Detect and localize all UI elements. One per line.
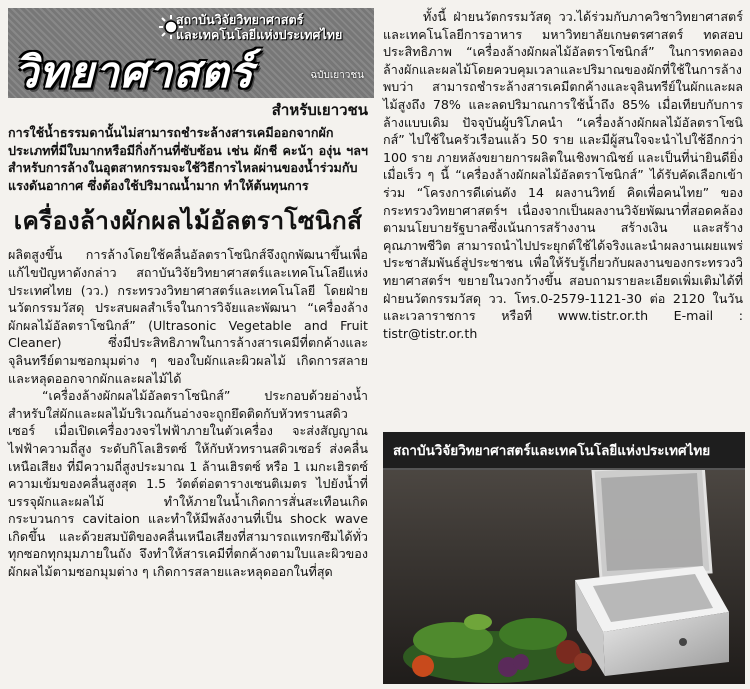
left-paragraph-2: “เครื่องล้างผักผลไม้อัลตราโซนิกส์” ประกอบด้วยอ่างน้ำสำหรับใส่ผักและผลไม้บริเวณก้นอ่างจะถูกยึดติดกับหัวทรานสดิวเซอร์ เมื่อเปิดเครื่องวงจรไฟฟ้าภายในตัวเครื่อง จะส่งสัญญาณไฟฟ้าความถี่สูง ระดับกิโลเฮิรตซ์ ให้กับหัวทรานสดิวเซอร์ ส่งคลื่นเหนือเสียง ที่มีความถี่สูงประมาณ 1 ล้านเฮิรตซ์ หรือ 1 เมกะเฮิรตซ์ ความเข้มของคลื่นสูงสุด 1.5 วัตต์ต่อตารางเซนติเมตร ไปยังน้ำที่บรรจุผักและผลไม้ ทำให้ภายในน้ำเกิดการสั่นสะเทือนเกิดกระบวนการ cavitaion และทำให้มีพลังงานที่เป็น shock wave เกิดขึ้น และด้วยสมบัติของคลื่นเหนือเสียงที่สามารถแทรกซึมได้ทั่วทุกซอกทุกมุมภายในถัง จึงทำให้สารเคมีที่ตกค้างตามใบและผิวของผักผลไม้ตามซอกมุมต่าง ๆ เกิดการสลายและหลุดออกในที่สุด — [8, 388, 368, 580]
logo-banner — [8, 8, 374, 98]
logo-title: วิทยาศาสตร์ — [14, 48, 254, 98]
org-line-2: และเทคโนโลยีแห่งประเทศไทย — [176, 27, 343, 42]
right-paragraph-1: ทั้งนี้ ฝ่ายนวัตกรรมวัสดุ วว.ได้ร่วมกับภาควิชาวิทยาศาสตร์และเทคโนโลยีการอาหาร มหาวิทยาลัยเกษตรศาสตร์ ทดสอบประสิทธิภาพ “เครื่องล้างผักผลไม้อัลตราโซนิกส์” ในการทดลองล้างผักและผลไม้โดยควบคุมเวลาและปริมาณของผักที่ใช้ในการล้าง พบว่า สามารถชำระล้างสารเคมีตกค้างและจุลินทรีย์ในผักและผลไม้สูงถึง 78% และลดปริมาณการใช้น้ำถึง 85% เมื่อเทียบกับการล้างแบบเดิม ปัจจุบันผู้บริโภคนำ “เครื่องล้างผักผลไม้อัลตราโซนิกส์” ไปใช้ในครัวเรือนแล้ว 50 ราย และมีผู้สนใจจะนำไปใช้อีกกว่า 100 ราย ภายหลังขยายการผลิตในเชิงพาณิชย์ และเป็นที่น่ายินดียิ่งเมื่อเร็ว ๆ นี้ “เครื่องล้างผักผลไม้อัลตราโซนิกส์” ได้รับคัดเลือกเข้าร่วม “โครงการดีเด่นดัง 14 ผลงานวิทย์ คิดเพื่อคนไทย” ของกระทรวงวิทยาศาสตร์ฯ เนื่องจากเป็นผลงานวิจัยพัฒนาที่สอดคล้องตามนโยบายรัฐบาลซึ่งเน้นการสร้างงาน สร้างเงิน และสร้างคุณภาพชีวิต สามารถนำไปประยุกต์ใช้ได้จริงและนำผลงานเผยแพร่ประชาสัมพันธ์สู่ประชาชน เพื่อให้รับรู้เกี่ยวกับผลงานของกระทรวงวิทยาศาสตร์ฯ ขยายในวงกว้างขึ้น สอบถามรายละเอียดเพิ่มเติมได้ที่ฝ่ายนวัตกรรมวัสดุ วว. โทร.0-2579-1121-30 ต่อ 2120 ในวันและเวลาราชการ หรือที่ www.tistr.or.th E-mail : tistr@tistr.or.th — [383, 9, 743, 341]
logo-tag: ฉบับเยาวชน — [310, 70, 364, 81]
article-headline: เครื่องล้างผักผลไม้อัลตราโซนิกส์ — [13, 206, 363, 236]
masthead — [8, 8, 374, 120]
org-line-1: สถาบันวิจัยวิทยาศาสตร์ — [176, 12, 304, 27]
left-column — [8, 124, 368, 581]
section-subtitle: สำหรับเยาวชน — [271, 101, 368, 119]
intro-paragraph: การใช้น้ำธรรมดานั้นไม่สามารถชำระล้างสารเคมีออกจากผัก ประเภทที่มีใบมากหรือมีกิ่งก้านที่ซับซ้อน เช่น ผักชี คะน้า องุ่น ฯลฯ สำหรับการล้างในอุตสาหกรรมจะใช้วิธีการไหลผ่านของน้ำร่วมกับแรงดันอากาศ ซึ่งต้องใช้ปริมาณน้ำมาก ทำให้ต้นทุนการ — [8, 125, 368, 193]
right-column — [383, 8, 743, 342]
ultrasonic-cleaner-photo-icon — [383, 462, 745, 684]
product-photo-box — [383, 432, 745, 684]
left-paragraph-1: ผลิตสูงขึ้น การล้างโดยใช้คลื่นอัลตราโซนิกส์จึงถูกพัฒนาขึ้นเพื่อแก้ไขปัญหาดังกล่าว สถาบันวิจัยวิทยาศาสตร์และเทคโนโลยีแห่งประเทศไทย (วว.) กระทรวงวิทยาศาสตร์และเทคโนโลยี โดยฝ่ายนวัตกรรมวัสดุ ประสบผลสำเร็จในการวิจัยและพัฒนา “เครื่องล้างผักผลไม้อัลตราโซนิกส์” (Ultrasonic Vegetable and Fruit Cleaner) ซึ่งมีประสิทธิภาพในการล้างสารเคมีที่ตกค้างและจุลินทรีย์ตามซอกมุมต่าง ๆ ของใบผักและผิวผลไม้ เกิดการสลายและหลุดออกจากผักและผลไม้ได้ — [8, 247, 368, 386]
photo-caption: สถาบันวิจัยวิทยาศาสตร์และเทคโนโลยีแห่งประเทศไทย — [383, 432, 745, 470]
